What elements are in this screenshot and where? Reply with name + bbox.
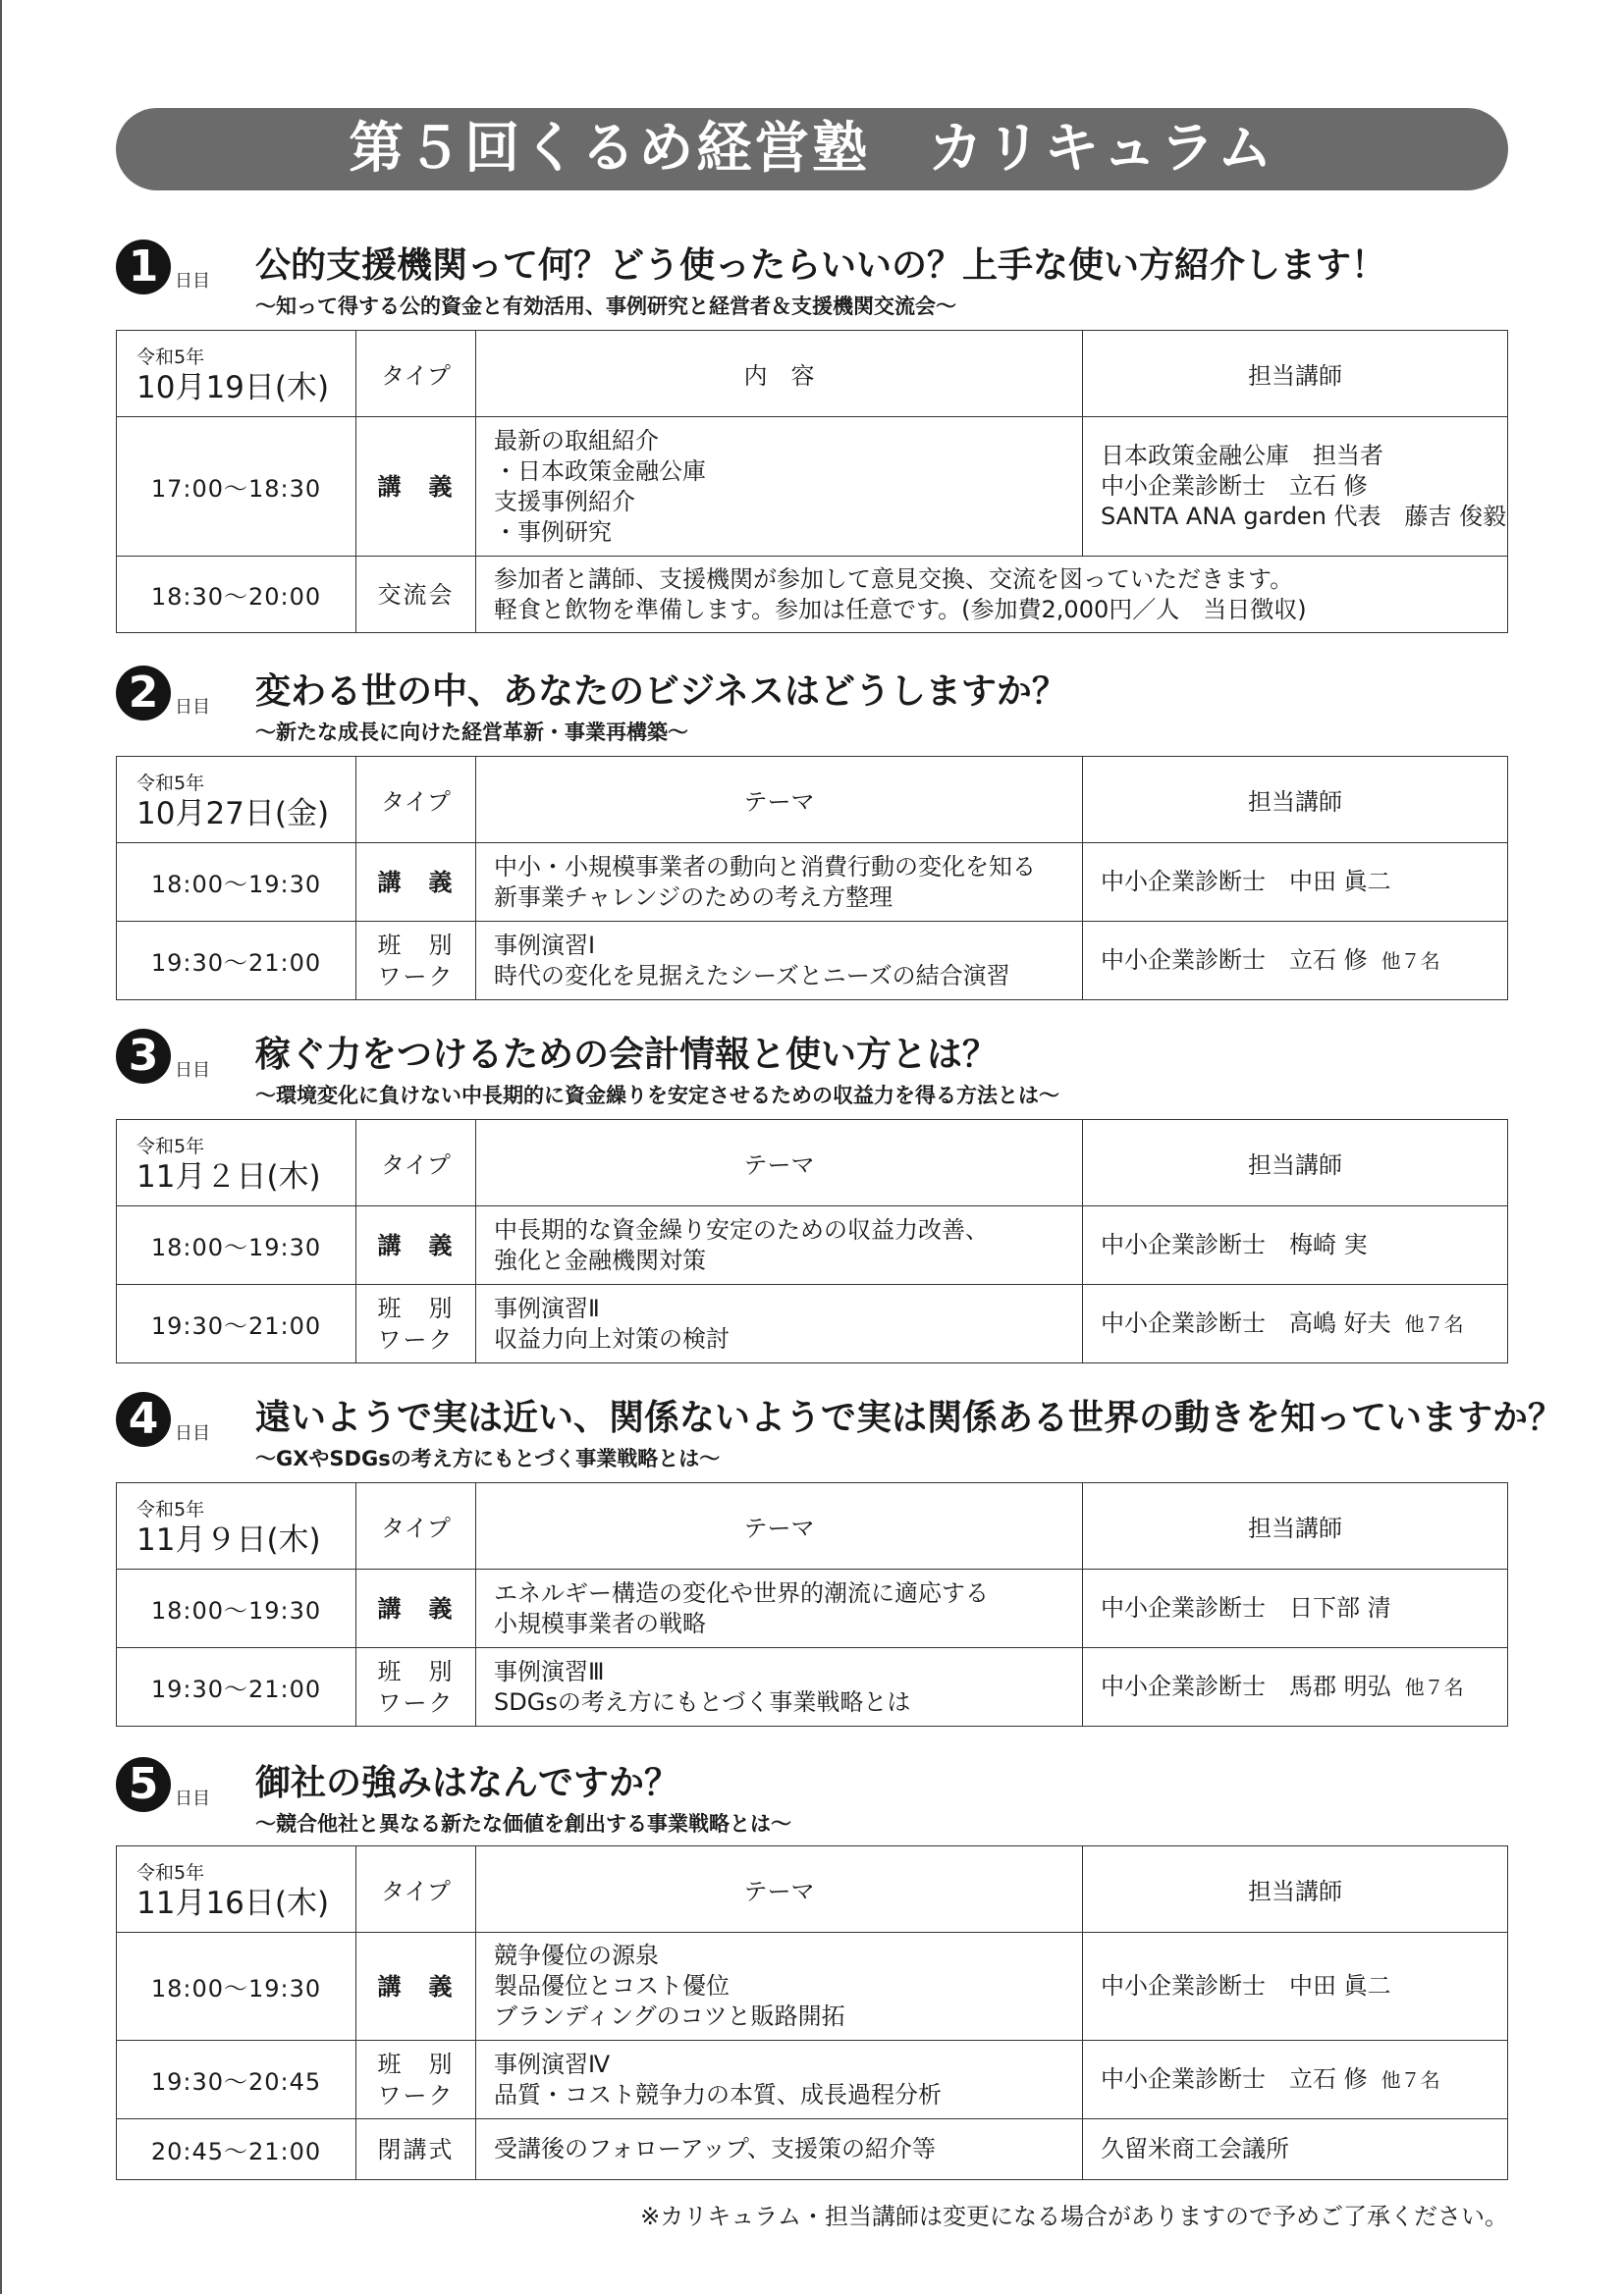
lecturer-line: SANTA ANA garden 代表 藤吉 俊毅 bbox=[1101, 503, 1507, 530]
row-time: 19:30〜21:00 bbox=[117, 922, 356, 1000]
row-time: 18:00〜19:30 bbox=[117, 1206, 356, 1285]
header-content: テーマ bbox=[476, 1120, 1083, 1206]
content-line: 新事業チャレンジのための考え方整理 bbox=[494, 882, 893, 911]
day-number-badge: 4 bbox=[116, 1392, 171, 1447]
row-content bbox=[476, 417, 1083, 557]
session-date bbox=[117, 1483, 356, 1570]
lecturer-extra: 他７名 bbox=[1404, 1311, 1464, 1336]
lecturer-extra: 他７名 bbox=[1380, 948, 1440, 973]
row-time: 18:00〜19:30 bbox=[117, 1933, 356, 2041]
table-row bbox=[117, 843, 1508, 922]
lecturer-extra: 他７名 bbox=[1404, 1675, 1464, 1699]
content-line: 最新の取組紹介 bbox=[494, 426, 659, 454]
date-main: 11月９日(木) bbox=[136, 1522, 321, 1558]
header-content: テーマ bbox=[476, 1846, 1083, 1933]
row-type-line: 講 義 bbox=[377, 1594, 455, 1623]
row-lecturer bbox=[1083, 2041, 1508, 2119]
curriculum-table bbox=[116, 1119, 1508, 1363]
row-content bbox=[476, 557, 1508, 633]
row-type-line: 班 別 bbox=[377, 931, 455, 959]
content-line: SDGsの考え方にもとづく事業戦略とは bbox=[494, 1687, 911, 1716]
row-content bbox=[476, 2119, 1083, 2180]
content-line: 中長期的な資金繰り安定のための収益力改善、 bbox=[494, 1215, 989, 1244]
row-type-line: 班 別 bbox=[377, 2050, 455, 2078]
lecturer-line: 中小企業診断士 立石 修 他７名 bbox=[1101, 945, 1440, 974]
header-content: 内 容 bbox=[476, 331, 1083, 417]
date-main: 11月２日(木) bbox=[136, 1158, 321, 1195]
row-type-line: 講 義 bbox=[377, 1972, 455, 2001]
day-suffix: 日目 bbox=[175, 1423, 210, 1444]
day-number-badge: 1 bbox=[116, 240, 171, 294]
session-title: 稼ぐ力をつけるための会計情報と使い方とは？ bbox=[255, 1035, 999, 1075]
day-suffix: 日目 bbox=[175, 1789, 210, 1809]
content-line: 製品優位とコスト優位 bbox=[494, 1972, 730, 2000]
table-row bbox=[117, 2119, 1508, 2180]
row-type bbox=[356, 417, 476, 557]
row-content bbox=[476, 2041, 1083, 2119]
date-main: 10月27日(金) bbox=[136, 795, 330, 831]
row-type-line: 講 義 bbox=[377, 868, 455, 896]
row-type-line: ワーク bbox=[377, 962, 455, 990]
date-era: 令和5年 bbox=[136, 1861, 205, 1884]
lecturer-line: 久留米商工会議所 bbox=[1101, 2135, 1289, 2163]
table-row bbox=[117, 1206, 1508, 1285]
row-time: 18:30〜20:00 bbox=[117, 557, 356, 633]
row-lecturer bbox=[1083, 1648, 1508, 1727]
date-era: 令和5年 bbox=[136, 772, 205, 794]
session-date bbox=[117, 331, 356, 417]
content-line: 収益力向上対策の検討 bbox=[494, 1324, 730, 1353]
row-lecturer bbox=[1083, 2119, 1508, 2180]
row-time: 19:30〜21:00 bbox=[117, 1648, 356, 1727]
day-number-badge: 2 bbox=[116, 666, 171, 721]
lecturer-line: 中小企業診断士 高嶋 好夫 他７名 bbox=[1101, 1308, 1464, 1337]
row-lecturer bbox=[1083, 1285, 1508, 1363]
session-subtitle: 〜知って得する公的資金と有効活用、事例研究と経営者＆支援機関交流会〜 bbox=[255, 294, 956, 318]
header-lecturer: 担当講師 bbox=[1083, 331, 1508, 417]
table-header-row bbox=[117, 331, 1508, 417]
curriculum-table bbox=[116, 1845, 1508, 2180]
header-type: タイプ bbox=[356, 1483, 476, 1570]
day-suffix: 日目 bbox=[175, 1060, 210, 1081]
content-line: 事例演習Ⅰ bbox=[494, 931, 596, 959]
lecturer-line: 中小企業診断士 立石 修 bbox=[1101, 472, 1368, 500]
table-header-row bbox=[117, 1120, 1508, 1206]
row-type bbox=[356, 1933, 476, 2041]
content-line: 受講後のフォローアップ、支援策の紹介等 bbox=[494, 2135, 936, 2163]
content-line: 事例演習Ⅲ bbox=[494, 1657, 605, 1685]
content-line: 中小・小規模事業者の動向と消費行動の変化を知る bbox=[494, 852, 1036, 881]
row-type-line: 交流会 bbox=[377, 580, 455, 609]
header-type: タイプ bbox=[356, 331, 476, 417]
row-content bbox=[476, 1285, 1083, 1363]
header-lecturer: 担当講師 bbox=[1083, 1483, 1508, 1570]
row-type-line: ワーク bbox=[377, 2081, 455, 2109]
header-type: タイプ bbox=[356, 1120, 476, 1206]
content-line: 時代の変化を見据えたシーズとニーズの結合演習 bbox=[494, 961, 1010, 989]
row-time: 20:45〜21:00 bbox=[117, 2119, 356, 2180]
lecturer-line: 中小企業診断士 立石 修 他７名 bbox=[1101, 2064, 1440, 2093]
row-type-line: ワーク bbox=[377, 1688, 455, 1717]
content-line: 事例演習Ⅳ bbox=[494, 2050, 611, 2078]
row-type bbox=[356, 1570, 476, 1648]
row-time: 18:00〜19:30 bbox=[117, 843, 356, 922]
session-subtitle: 〜競合他社と異なる新たな価値を創出する事業戦略とは〜 bbox=[255, 1812, 791, 1836]
date-era: 令和5年 bbox=[136, 1135, 205, 1157]
content-line: 品質・コスト競争力の本質、成長過程分析 bbox=[494, 2080, 942, 2109]
curriculum-table bbox=[116, 1482, 1508, 1727]
row-type-line: 閉講式 bbox=[377, 2135, 455, 2163]
date-main: 11月16日(木) bbox=[136, 1885, 330, 1921]
table-header-row bbox=[117, 1483, 1508, 1570]
row-time: 18:00〜19:30 bbox=[117, 1570, 356, 1648]
content-line: ブランディングのコツと販路開拓 bbox=[494, 2002, 845, 2030]
content-line: 事例演習Ⅱ bbox=[494, 1294, 600, 1322]
row-type-line: 講 義 bbox=[377, 1231, 455, 1259]
content-line: 軽食と飲物を準備します。参加は任意です。(参加費2,000円／人 当日徴収) bbox=[494, 595, 1307, 623]
lecturer-line: 中小企業診断士 馬郡 明弘 他７名 bbox=[1101, 1672, 1464, 1700]
header-content: テーマ bbox=[476, 757, 1083, 843]
row-content bbox=[476, 1933, 1083, 2041]
header-content: テーマ bbox=[476, 1483, 1083, 1570]
table-row bbox=[117, 557, 1508, 633]
row-time: 19:30〜20:45 bbox=[117, 2041, 356, 2119]
row-lecturer bbox=[1083, 1206, 1508, 1285]
table-row bbox=[117, 2041, 1508, 2119]
session-subtitle: 〜GXやSDGsの考え方にもとづく事業戦略とは〜 bbox=[255, 1447, 721, 1470]
row-type bbox=[356, 557, 476, 633]
table-row bbox=[117, 417, 1508, 557]
row-content bbox=[476, 1570, 1083, 1648]
lecturer-line: 中小企業診断士 日下部 清 bbox=[1101, 1594, 1391, 1622]
row-lecturer bbox=[1083, 922, 1508, 1000]
table-header-row bbox=[117, 757, 1508, 843]
session-date bbox=[117, 757, 356, 843]
row-content bbox=[476, 922, 1083, 1000]
session-date bbox=[117, 1846, 356, 1933]
day-number-badge: 3 bbox=[116, 1029, 171, 1084]
session-subtitle: 〜環境変化に負けない中長期的に資金繰りを安定させるための収益力を得る方法とは〜 bbox=[255, 1084, 1059, 1107]
row-type bbox=[356, 922, 476, 1000]
session-title: 公的支援機関って何？どう使ったらいいの？上手な使い方紹介します！ bbox=[255, 245, 1387, 286]
row-time: 17:00〜18:30 bbox=[117, 417, 356, 557]
session-title: 御社の強みはなんですか？ bbox=[255, 1763, 680, 1803]
session-subtitle: 〜新たな成長に向けた経営革新・事業再構築〜 bbox=[255, 721, 688, 744]
row-type bbox=[356, 2041, 476, 2119]
content-line: エネルギー構造の変化や世界的潮流に適応する bbox=[494, 1578, 989, 1607]
content-line: 支援事例紹介 bbox=[494, 487, 635, 515]
row-type-line: 講 義 bbox=[377, 472, 455, 501]
row-type bbox=[356, 1206, 476, 1285]
day-suffix: 日目 bbox=[175, 271, 210, 292]
row-type bbox=[356, 1648, 476, 1727]
row-type-line: 班 別 bbox=[377, 1657, 455, 1685]
lecturer-line: 中小企業診断士 中田 眞二 bbox=[1101, 868, 1391, 895]
header-lecturer: 担当講師 bbox=[1083, 1846, 1508, 1933]
row-content bbox=[476, 843, 1083, 922]
lecturer-extra: 他７名 bbox=[1380, 2067, 1440, 2092]
row-type-line: 班 別 bbox=[377, 1294, 455, 1322]
table-row bbox=[117, 1285, 1508, 1363]
session-title: 遠いようで実は近い、関係ないようで実は関係ある世界の動きを知っていますか？ bbox=[255, 1398, 1564, 1438]
row-time: 19:30〜21:00 bbox=[117, 1285, 356, 1363]
header-type: タイプ bbox=[356, 757, 476, 843]
table-header-row bbox=[117, 1846, 1508, 1933]
row-lecturer bbox=[1083, 843, 1508, 922]
content-line: 競争優位の源泉 bbox=[494, 1942, 659, 1969]
date-era: 令和5年 bbox=[136, 1498, 205, 1521]
lecturer-line: 中小企業診断士 梅崎 実 bbox=[1101, 1231, 1368, 1258]
day-suffix: 日目 bbox=[175, 697, 210, 718]
row-lecturer bbox=[1083, 1933, 1508, 2041]
table-row bbox=[117, 1933, 1508, 2041]
table-row bbox=[117, 1570, 1508, 1648]
curriculum-table bbox=[116, 756, 1508, 1000]
row-type bbox=[356, 2119, 476, 2180]
table-row bbox=[117, 1648, 1508, 1727]
session-date bbox=[117, 1120, 356, 1206]
content-line: 参加者と講師、支援機関が参加して意見交換、交流を図っていただきます。 bbox=[494, 564, 1294, 593]
date-era: 令和5年 bbox=[136, 346, 205, 368]
footer-note: ※カリキュラム・担当講師は変更になる場合がありますので予めご了承ください。 bbox=[640, 2203, 1508, 2230]
header-lecturer: 担当講師 bbox=[1083, 1120, 1508, 1206]
header-type: タイプ bbox=[356, 1846, 476, 1933]
row-lecturer bbox=[1083, 1570, 1508, 1648]
header-lecturer: 担当講師 bbox=[1083, 757, 1508, 843]
lecturer-line: 中小企業診断士 中田 眞二 bbox=[1101, 1972, 1391, 2000]
session-title: 変わる世の中、あなたのビジネスはどうしますか？ bbox=[255, 671, 1067, 712]
row-lecturer bbox=[1083, 417, 1508, 557]
page-title: 第５回くるめ経営塾 カリキュラム bbox=[116, 108, 1508, 190]
content-line: ・日本政策金融公庫 bbox=[494, 456, 706, 485]
lecturer-line: 日本政策金融公庫 担当者 bbox=[1101, 442, 1383, 469]
row-type bbox=[356, 843, 476, 922]
row-type bbox=[356, 1285, 476, 1363]
content-line: ・事例研究 bbox=[494, 517, 612, 546]
row-type-line: ワーク bbox=[377, 1325, 455, 1354]
table-row bbox=[117, 922, 1508, 1000]
content-line: 小規模事業者の戦略 bbox=[494, 1609, 706, 1637]
date-main: 10月19日(木) bbox=[136, 369, 330, 405]
curriculum-table bbox=[116, 330, 1508, 633]
row-content bbox=[476, 1206, 1083, 1285]
content-line: 強化と金融機関対策 bbox=[494, 1246, 706, 1274]
day-number-badge: 5 bbox=[116, 1757, 171, 1812]
row-content bbox=[476, 1648, 1083, 1727]
